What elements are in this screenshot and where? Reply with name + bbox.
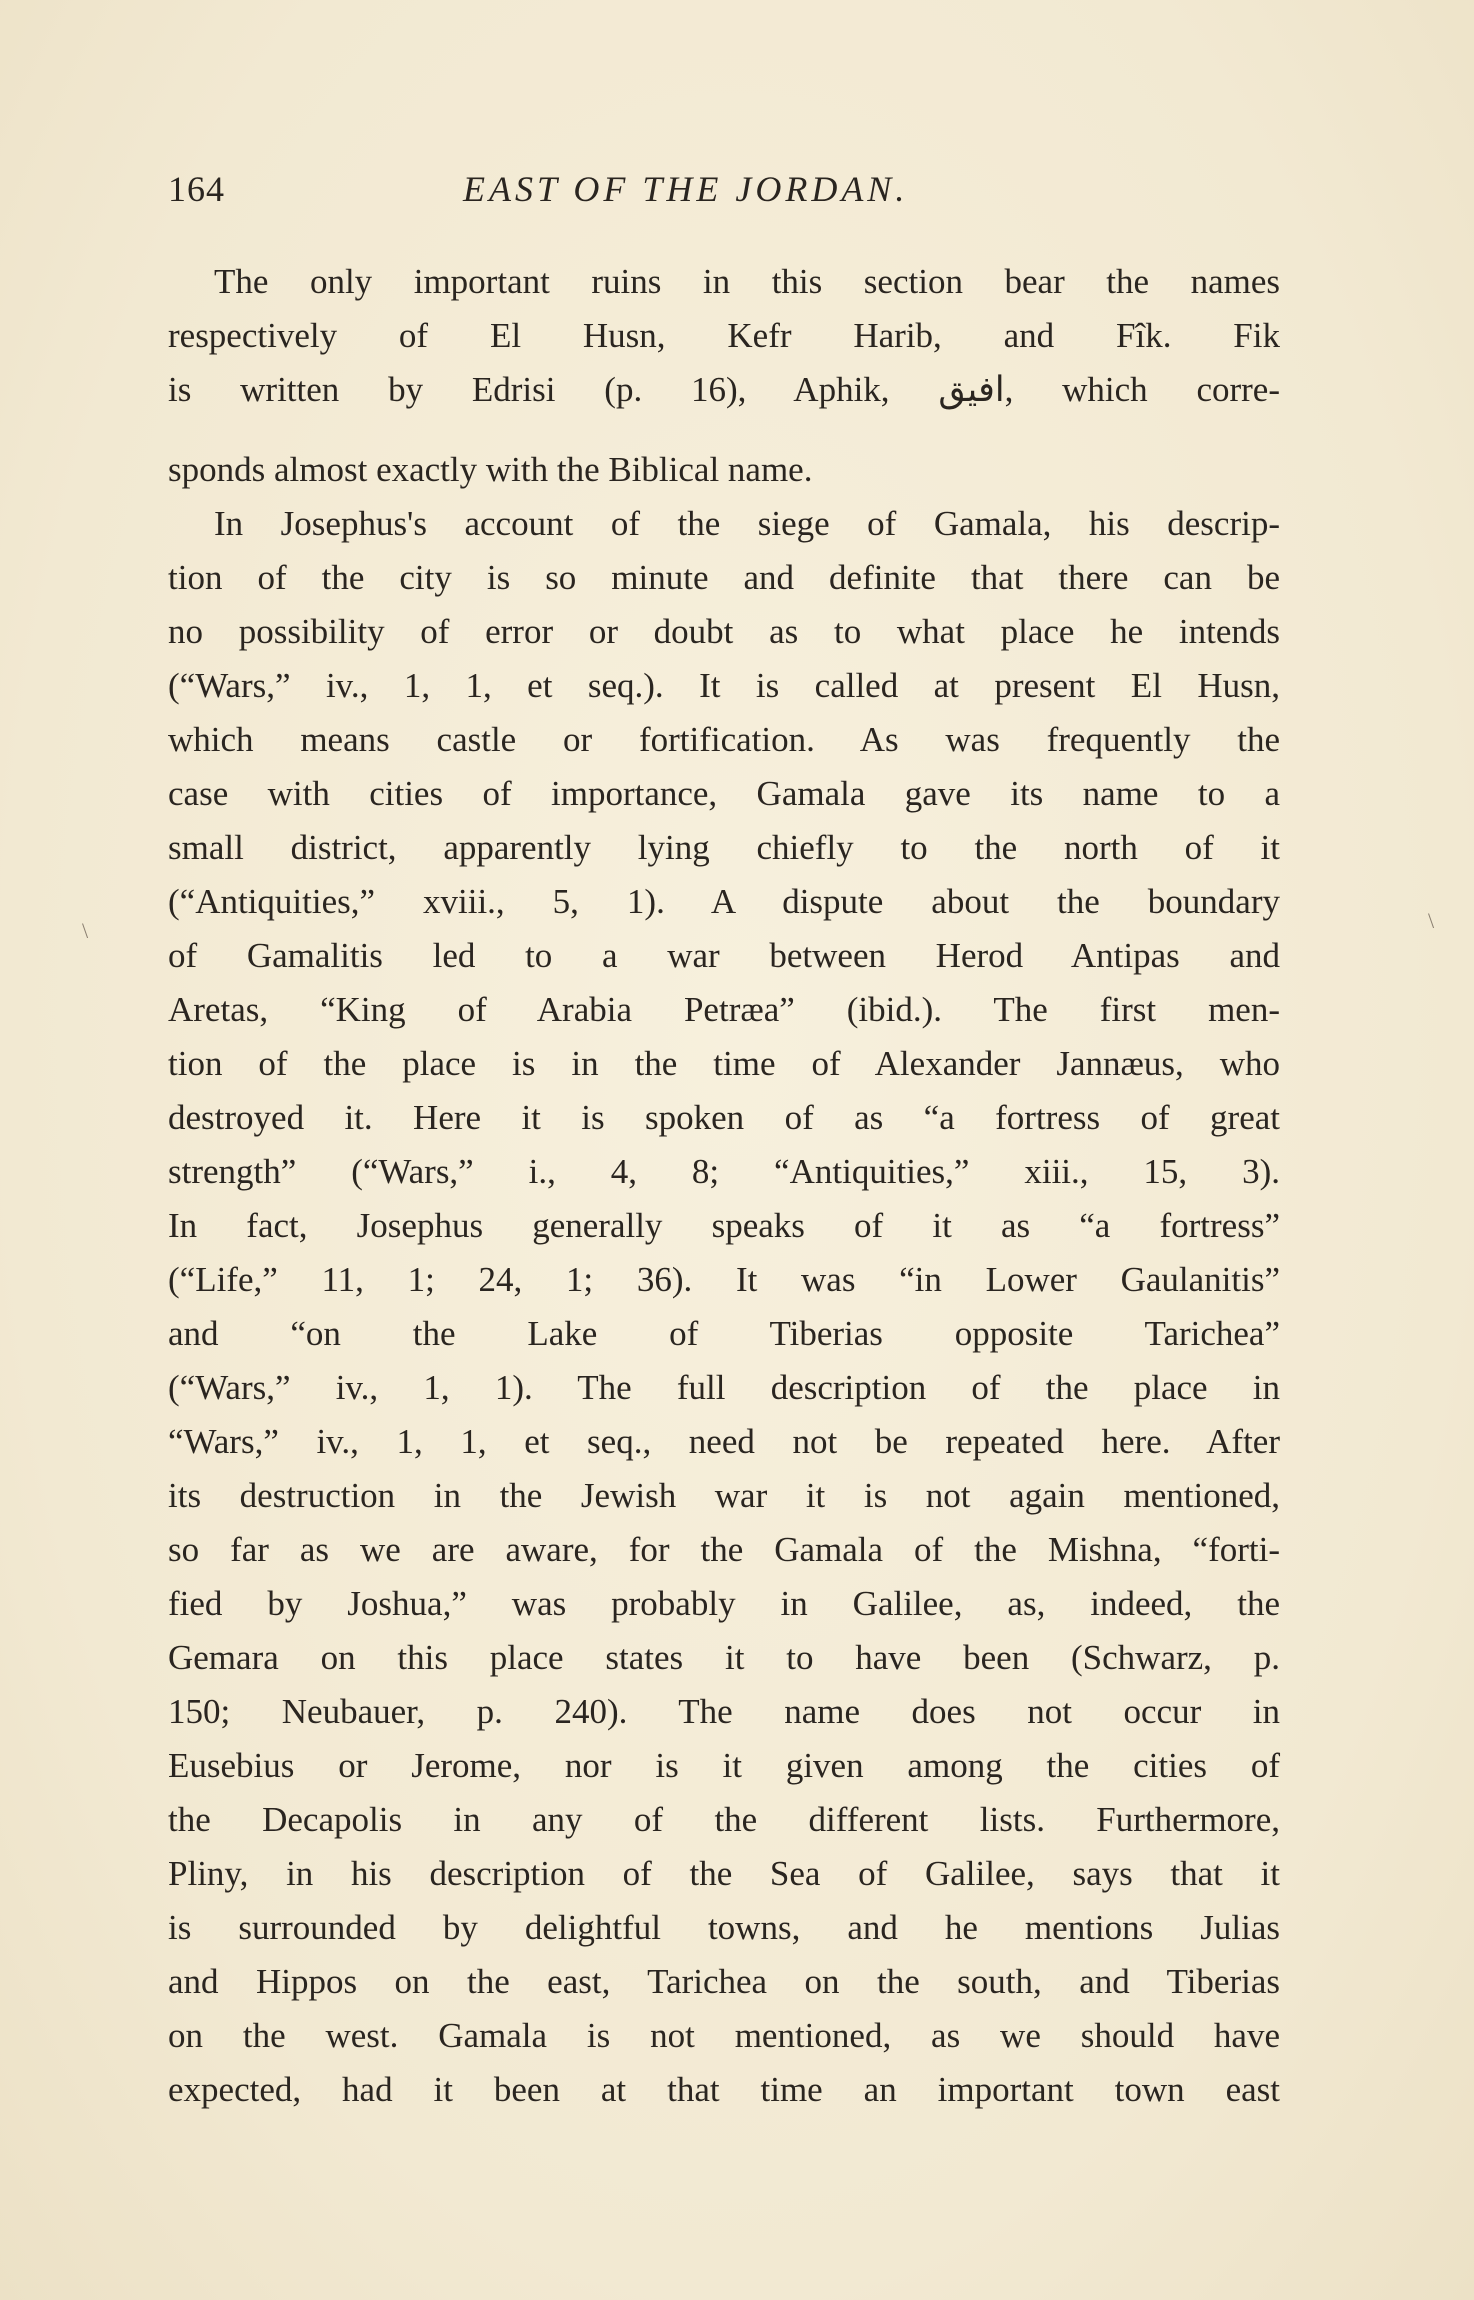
text-line: sponds almost exactly with the Biblical name. [168,450,813,489]
body-text [168,255,1280,2117]
text-line: no possibility of error or doubt as to what place he intends [168,612,1280,651]
text-line: respectively of El Husn, Kefr Harib, and Fîk. Fik [168,316,1280,355]
text-line: “Wars,” iv., 1, 1, et seq., need not be repeated here. After [168,1422,1280,1461]
text-line: tion of the place is in the time of Alexander Jannæus, who [168,1044,1280,1083]
text-line: 150; Neubauer, p. 240). The name does not occur in [168,1692,1280,1731]
text-line: In Josephus's account of the siege of Gamala, his descrip- [214,504,1280,543]
text-line: expected, had it been at that time an important town east [168,2070,1280,2109]
text-line: and Hippos on the east, Tarichea on the south, and Tiberias [168,1962,1280,2001]
text-line: (“Antiquities,” xviii., 5, 1). A dispute about the boundary [168,882,1280,921]
text-line: strength” (“Wars,” i., 4, 8; “Antiquities,” xiii., 15, 3). [168,1152,1280,1191]
text-line: destroyed it. Here it is spoken of as “a fortress of great [168,1098,1280,1137]
text-line: Aretas, “King of Arabia Petræa” (ibid.). The first men- [168,990,1280,1029]
text-line: small district, apparently lying chiefly to the north of it [168,828,1280,867]
text-line: is surrounded by delightful towns, and he mentions Julias [168,1908,1280,1947]
text-line: fied by Joshua,” was probably in Galilee, as, indeed, the [168,1584,1280,1623]
text-line: the Decapolis in any of the different lists. Furthermore, [168,1800,1280,1839]
text-line: of Gamalitis led to a war between Herod Antipas and [168,936,1280,975]
text-line: Pliny, in his description of the Sea of Galilee, says that it [168,1854,1280,1893]
text-line: (“Life,” 11, 1; 24, 1; 36). It was “in Lower Gaulanitis” [168,1260,1280,1299]
text-line: case with cities of importance, Gamala gave its name to a [168,774,1280,813]
text-line: (“Wars,” iv., 1, 1, et seq.). It is called at present El Husn, [168,666,1280,705]
left-margin-mark: \ [82,918,89,943]
text-line: (“Wars,” iv., 1, 1). The full description of the place in [168,1368,1280,1407]
page-header [168,168,1278,218]
text-line: so far as we are aware, for the Gamala of the Mishna, “forti- [168,1530,1280,1569]
text-line: is written by Edrisi (p. 16), Aphik, ﺍﻓﻴﻖ, which corre- [168,370,1280,409]
text-line: Gemara on this place states it to have been (Schwarz, p. [168,1638,1280,1677]
right-margin-mark: \ [1428,908,1435,933]
text-line: on the west. Gamala is not mentioned, as we should have [168,2016,1280,2055]
text-line: tion of the city is so minute and definite that there can be [168,558,1280,597]
text-line: which means castle or fortification. As was frequently the [168,720,1280,759]
text-line: The only important ruins in this section bear the names [214,262,1280,301]
text-line: its destruction in the Jewish war it is not again mentioned, [168,1476,1280,1515]
text-line: Eusebius or Jerome, nor is it given among the cities of [168,1746,1280,1785]
running-head: EAST OF THE JORDAN. [463,169,909,209]
page-number: 164 [168,169,225,209]
text-line: and “on the Lake of Tiberias opposite Tarichea” [168,1314,1280,1353]
text-line: In fact, Josephus generally speaks of it as “a fortress” [168,1206,1280,1245]
